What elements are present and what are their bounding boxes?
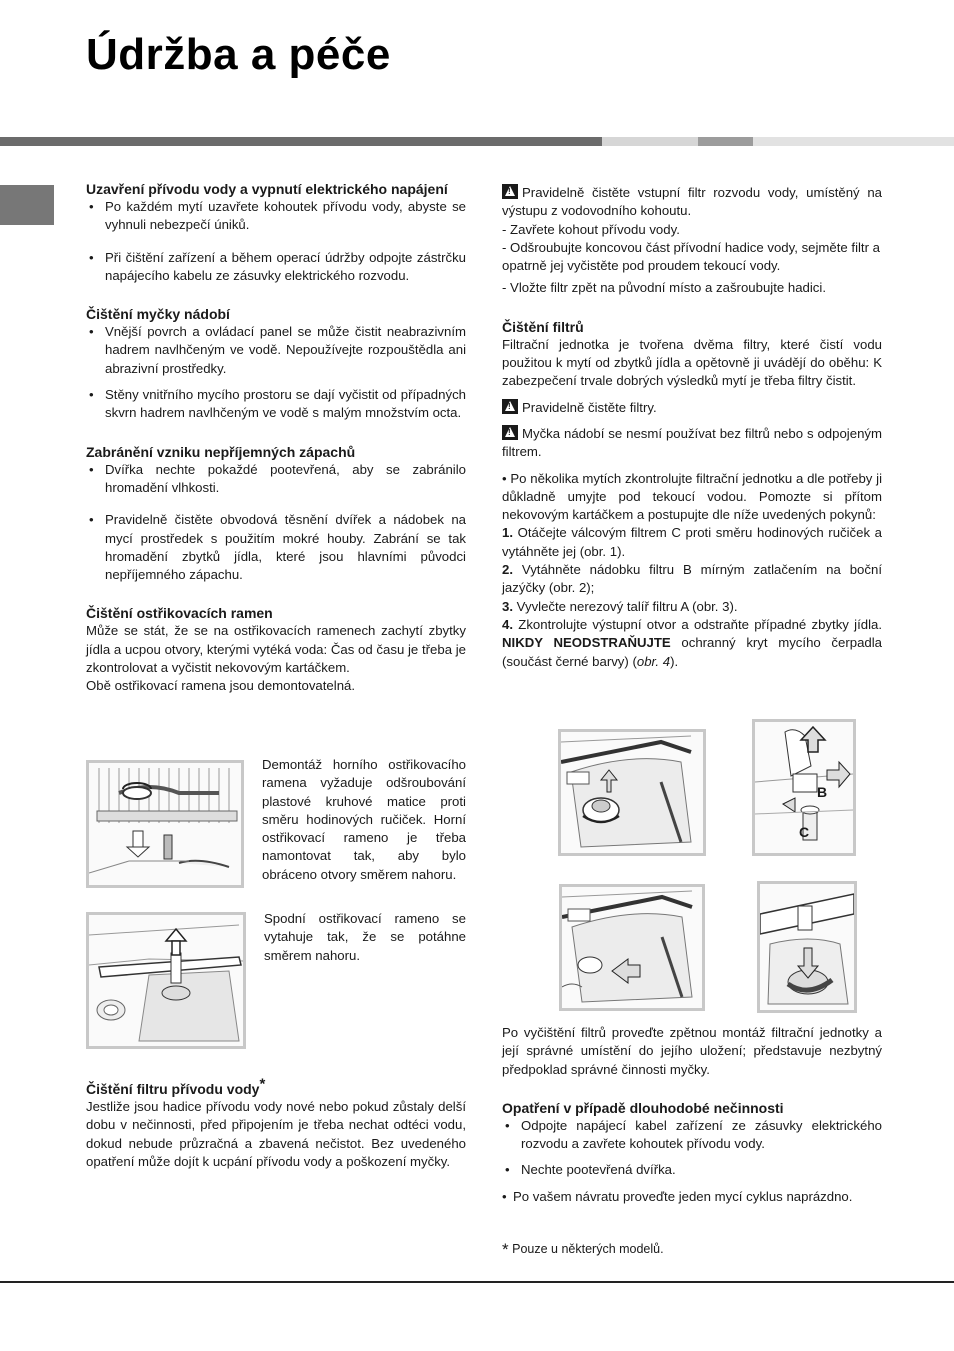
lower-arm-caption: Spodní ostřikovací rameno se vytahuje tak, že se potáhne směrem nahoru.: [264, 911, 466, 963]
numbered-step: 4. Zkontrolujte výstupní otvor a odstraňte případné zbytky jídla. NIKDY NEODSTRAŇUJTE ochranný kryt mycího čerpadla (součást černé barvy) (obr. 4).: [502, 616, 882, 669]
list-item: • Stěny vnitřního mycího prostoru se dají vyčistit od případných skvrn hadrem navlhčeným ve vodě s malým množstvím octa.: [89, 387, 466, 421]
upper-arm-caption: Demontáž horního ostřikovacího ramena vyžaduje odšroubování plastové kruhové matice proti směru hodinových ručiček. Horní ostřikovací rameno je třeba namontovat tak, aby bylo obráceno otvory směrem nahoru.: [262, 757, 466, 882]
list-item: • Pravidelně čistěte obvodová těsnění dvířek a nádobek na mycí prostředek s použitím mokré houby. Zabrání se tak hromadění zbytků jídla, které jsou hlavními původci nepříjemného zápachu.: [89, 512, 466, 583]
footnote-marker: *: [502, 1240, 509, 1259]
section-heading: Čištění filtrů: [502, 318, 584, 335]
right-column-bottom: [502, 1024, 882, 1206]
left-column-bottom: [86, 1075, 466, 1171]
bottom-rule: [0, 1281, 954, 1283]
warning-paragraph: !Pravidelně čistěte vstupní filtr rozvodu vody, umístěný na výstupu z vodovodního kohoutu.: [502, 184, 882, 221]
header-band-segment: [698, 137, 753, 146]
warning-icon: [502, 399, 518, 414]
step-line: - Odšroubujte koncovou část přívodní hadice vody, sejměte filtr a opatrně jej vyčistěte pod proudem tekoucí vody.: [502, 239, 880, 274]
numbered-step: 3. Vyvlečte nerezový talíř filtru A (obr. 3).: [502, 598, 738, 614]
numbered-step: 1. Otáčejte válcovým filtrem C proti směru hodinových ručiček a vytáhněte jej (obr. 1).: [502, 525, 883, 559]
left-column: [86, 180, 466, 696]
paragraph: • Po několika mytích zkontrolujte filtrační jednotku a dle potřeby ji důkladně umyjte pod tekoucí vodou. Pomozte si přítom nekovovým kartáčkem a postupujte dle níže uvedených pokynů:: [502, 470, 882, 523]
side-tab-marker: [0, 185, 54, 225]
footnote-marker: *: [259, 1075, 266, 1093]
step-line: - Vložte filtr zpět na původní místo a zašroubujte hadici.: [502, 280, 826, 296]
filter-figure-1: [558, 729, 706, 856]
section-heading: Zabránění vzniku nepříjemných zápachů: [86, 443, 356, 460]
list-item: • Při čištění zařízení a během operací údržby odpojte zástrčku napájecího kabelu ze zásuvky elektrického rozvodu.: [89, 249, 466, 283]
filter-figure-4: [757, 881, 857, 1013]
paragraph: Filtrační jednotka je tvořena dvěma filtry, které čistí vodu použitou k mytí od zbytků jídla a opětovně ji uvádějí do oběhu: K zabezpečení trvale dobrých výsledků mytí je třeba filtry čistit.: [502, 336, 882, 389]
section-heading: Čištění filtru přívodu vody*: [86, 1075, 266, 1097]
warning-paragraph: !Myčka nádobí se nesmí používat bez filtrů nebo s odpojeným filtrem.: [502, 425, 882, 462]
paragraph: Může se stát, že se na ostřikovacích ramenech zachytí zbytky jídla a ucpou otvory, kterými vytéká voda: Čas od času je třeba je zkontrolovat a vyčistit nekovovým kartáčkem.: [86, 623, 466, 676]
section-heading: Čištění myčky nádobí: [86, 306, 230, 323]
upper-spray-arm-figure: [86, 760, 244, 888]
header-band-segment: [602, 137, 698, 146]
list-item: • Dvířka nechte pokaždé pootevřená, aby se zabránilo hromadění vlhkosti.: [89, 461, 466, 495]
list-item: • Vnější povrch a ovládací panel se může čistit neabrazivním hadrem navlhčeným ve vodě. Nepoužívejte rozpouštědla ani abrazivní prostředky.: [89, 324, 466, 376]
section-heading: Čištění ostřikovacích ramen: [86, 605, 273, 622]
filter-figure-3: [559, 884, 705, 1011]
section-heading: Uzavření přívodu vody a vypnutí elektrického napájení: [86, 181, 448, 197]
numbered-step: 2. Vytáhněte nádobku filtru B mírným zatlačením na boční jazýčky (obr. 2);: [502, 562, 882, 596]
filter-label-c: C: [799, 824, 810, 840]
step-line: - Zavřete kohout přívodu vody.: [502, 221, 680, 237]
page-title: Údržba a péče: [86, 30, 391, 79]
filter-label-b: B: [817, 784, 828, 800]
paragraph: Jestliže jsou hadice přívodu vody nové nebo pokud zůstaly delší dobu v nečinnosti, před připojením je třeba nechat odtéci vodu, dokud nebude průzračná a zbavená nečistot. Bez uvedeného opatření může dojít k ucpání přívodu vody a poškození myčky.: [86, 1099, 466, 1169]
list-item: • Nechte pootevřená dvířka.: [505, 1162, 676, 1178]
list-item: • Po každém mytí uzavřete kohoutek přívodu vody, abyste se vyhnuli nebezpečí úniků.: [89, 199, 466, 233]
lower-spray-arm-figure: [86, 912, 246, 1049]
list-item: • Odpojte napájecí kabel zařízení ze zásuvky elektrického rozvodu a zavřete kohoutek přívodu vody.: [505, 1117, 882, 1152]
paragraph: Po vyčištění filtrů proveďte zpětnou montáž filtrační jednotky a její správné umístění do jejího uložení; představuje nezbytný předpoklad správné činnosti myčky.: [502, 1025, 882, 1077]
paragraph: Obě ostřikovací ramena jsou demontovatelná.: [86, 678, 356, 694]
warning-icon: [502, 184, 518, 199]
header-band-segment: [753, 137, 954, 146]
footnote: * Pouze u některých modelů.: [502, 1240, 664, 1259]
right-column: [502, 184, 882, 671]
warning-paragraph: !Pravidelně čistěte filtry.: [502, 399, 882, 417]
filter-figure-2: [752, 719, 856, 856]
section-heading: Opatření v případě dlouhodobé nečinnosti: [502, 1099, 784, 1116]
header-band: [0, 137, 602, 146]
warning-icon: [502, 425, 518, 440]
list-item: • Po vašem návratu proveďte jeden mycí cyklus naprázdno.: [502, 1188, 853, 1204]
